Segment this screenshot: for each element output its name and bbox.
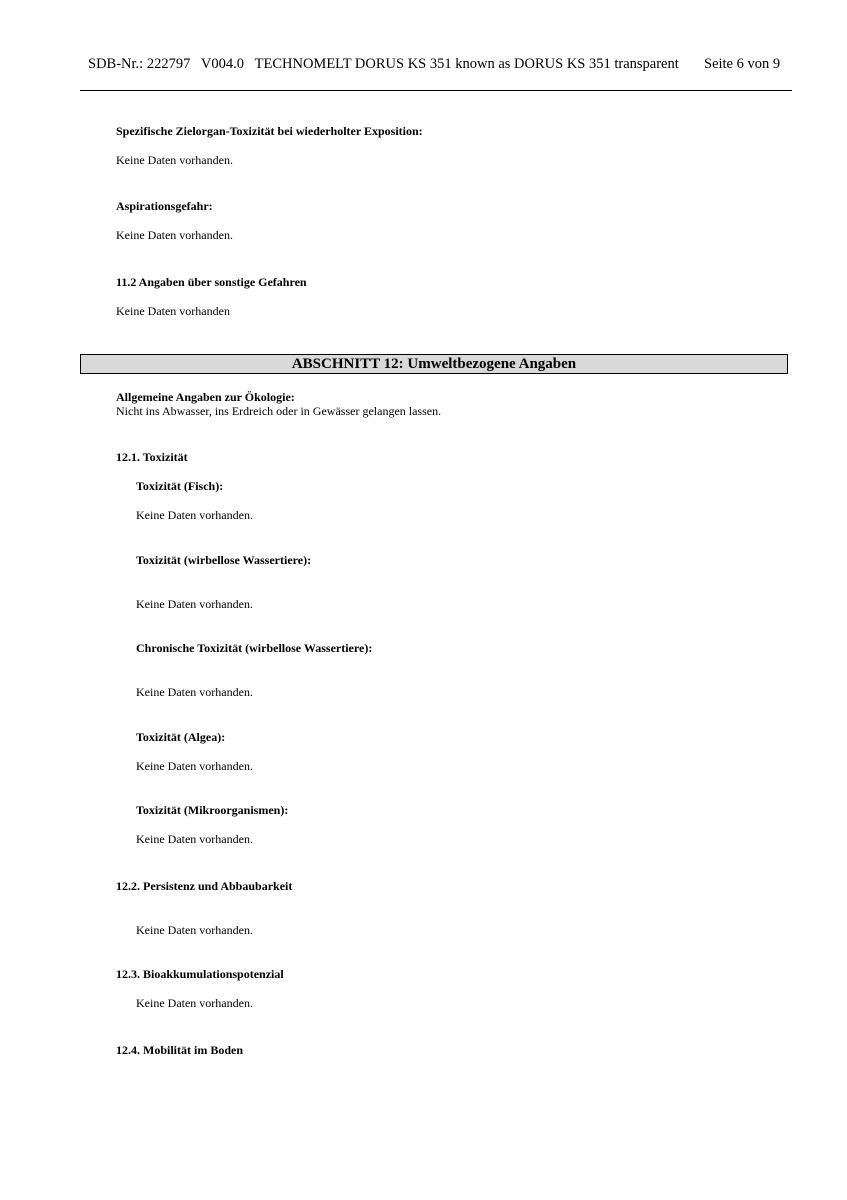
fish-toxicity-text: Keine Daten vorhanden. (136, 508, 253, 522)
bioaccumulation-heading: 12.3. Bioakkumulationspotenzial (116, 967, 284, 981)
page-number: Seite 6 von 9 (704, 56, 781, 72)
aspiration-heading: Aspirationsgefahr: (116, 199, 213, 213)
invertebrate-toxicity-text: Keine Daten vorhanden. (136, 597, 253, 611)
other-hazards-heading: 11.2 Angaben über sonstige Gefahren (116, 275, 307, 289)
other-hazards-text: Keine Daten vorhanden (116, 304, 230, 318)
chronic-toxicity-heading: Chronische Toxizität (wirbellose Wassertiere): (136, 641, 373, 655)
section-12-title: ABSCHNITT 12: Umweltbezogene Angaben (80, 354, 788, 374)
ecology-general-text: Nicht ins Abwasser, ins Erdreich oder in Gewässer gelangen lassen. (116, 404, 442, 418)
algae-toxicity-heading: Toxizität (Algea): (136, 730, 226, 744)
microorganism-toxicity-text: Keine Daten vorhanden. (136, 832, 253, 846)
header-rule (80, 90, 792, 91)
microorganism-toxicity-heading: Toxizität (Mikroorganismen): (136, 803, 289, 817)
document-info: SDB-Nr.: 222797 V004.0 TECHNOMELT DORUS KS 351 known as DORUS KS 351 transparent (88, 56, 679, 72)
toxicity-heading: 12.1. Toxizität (116, 450, 188, 464)
chronic-toxicity-text: Keine Daten vorhanden. (136, 685, 253, 699)
aspiration-text: Keine Daten vorhanden. (116, 228, 233, 242)
persistence-heading: 12.2. Persistenz und Abbaubarkeit (116, 879, 293, 893)
page-header (88, 56, 781, 73)
stot-re-text: Keine Daten vorhanden. (116, 153, 233, 167)
invertebrate-toxicity-heading: Toxizität (wirbellose Wassertiere): (136, 553, 312, 567)
fish-toxicity-heading: Toxizität (Fisch): (136, 479, 224, 493)
stot-re-heading: Spezifische Zielorgan-Toxizität bei wiederholter Exposition: (116, 124, 423, 138)
bioaccumulation-text: Keine Daten vorhanden. (136, 996, 253, 1010)
soil-mobility-heading: 12.4. Mobilität im Boden (116, 1043, 244, 1057)
ecology-general-heading: Allgemeine Angaben zur Ökologie: (116, 390, 295, 404)
persistence-text: Keine Daten vorhanden. (136, 923, 253, 937)
algae-toxicity-text: Keine Daten vorhanden. (136, 759, 253, 773)
